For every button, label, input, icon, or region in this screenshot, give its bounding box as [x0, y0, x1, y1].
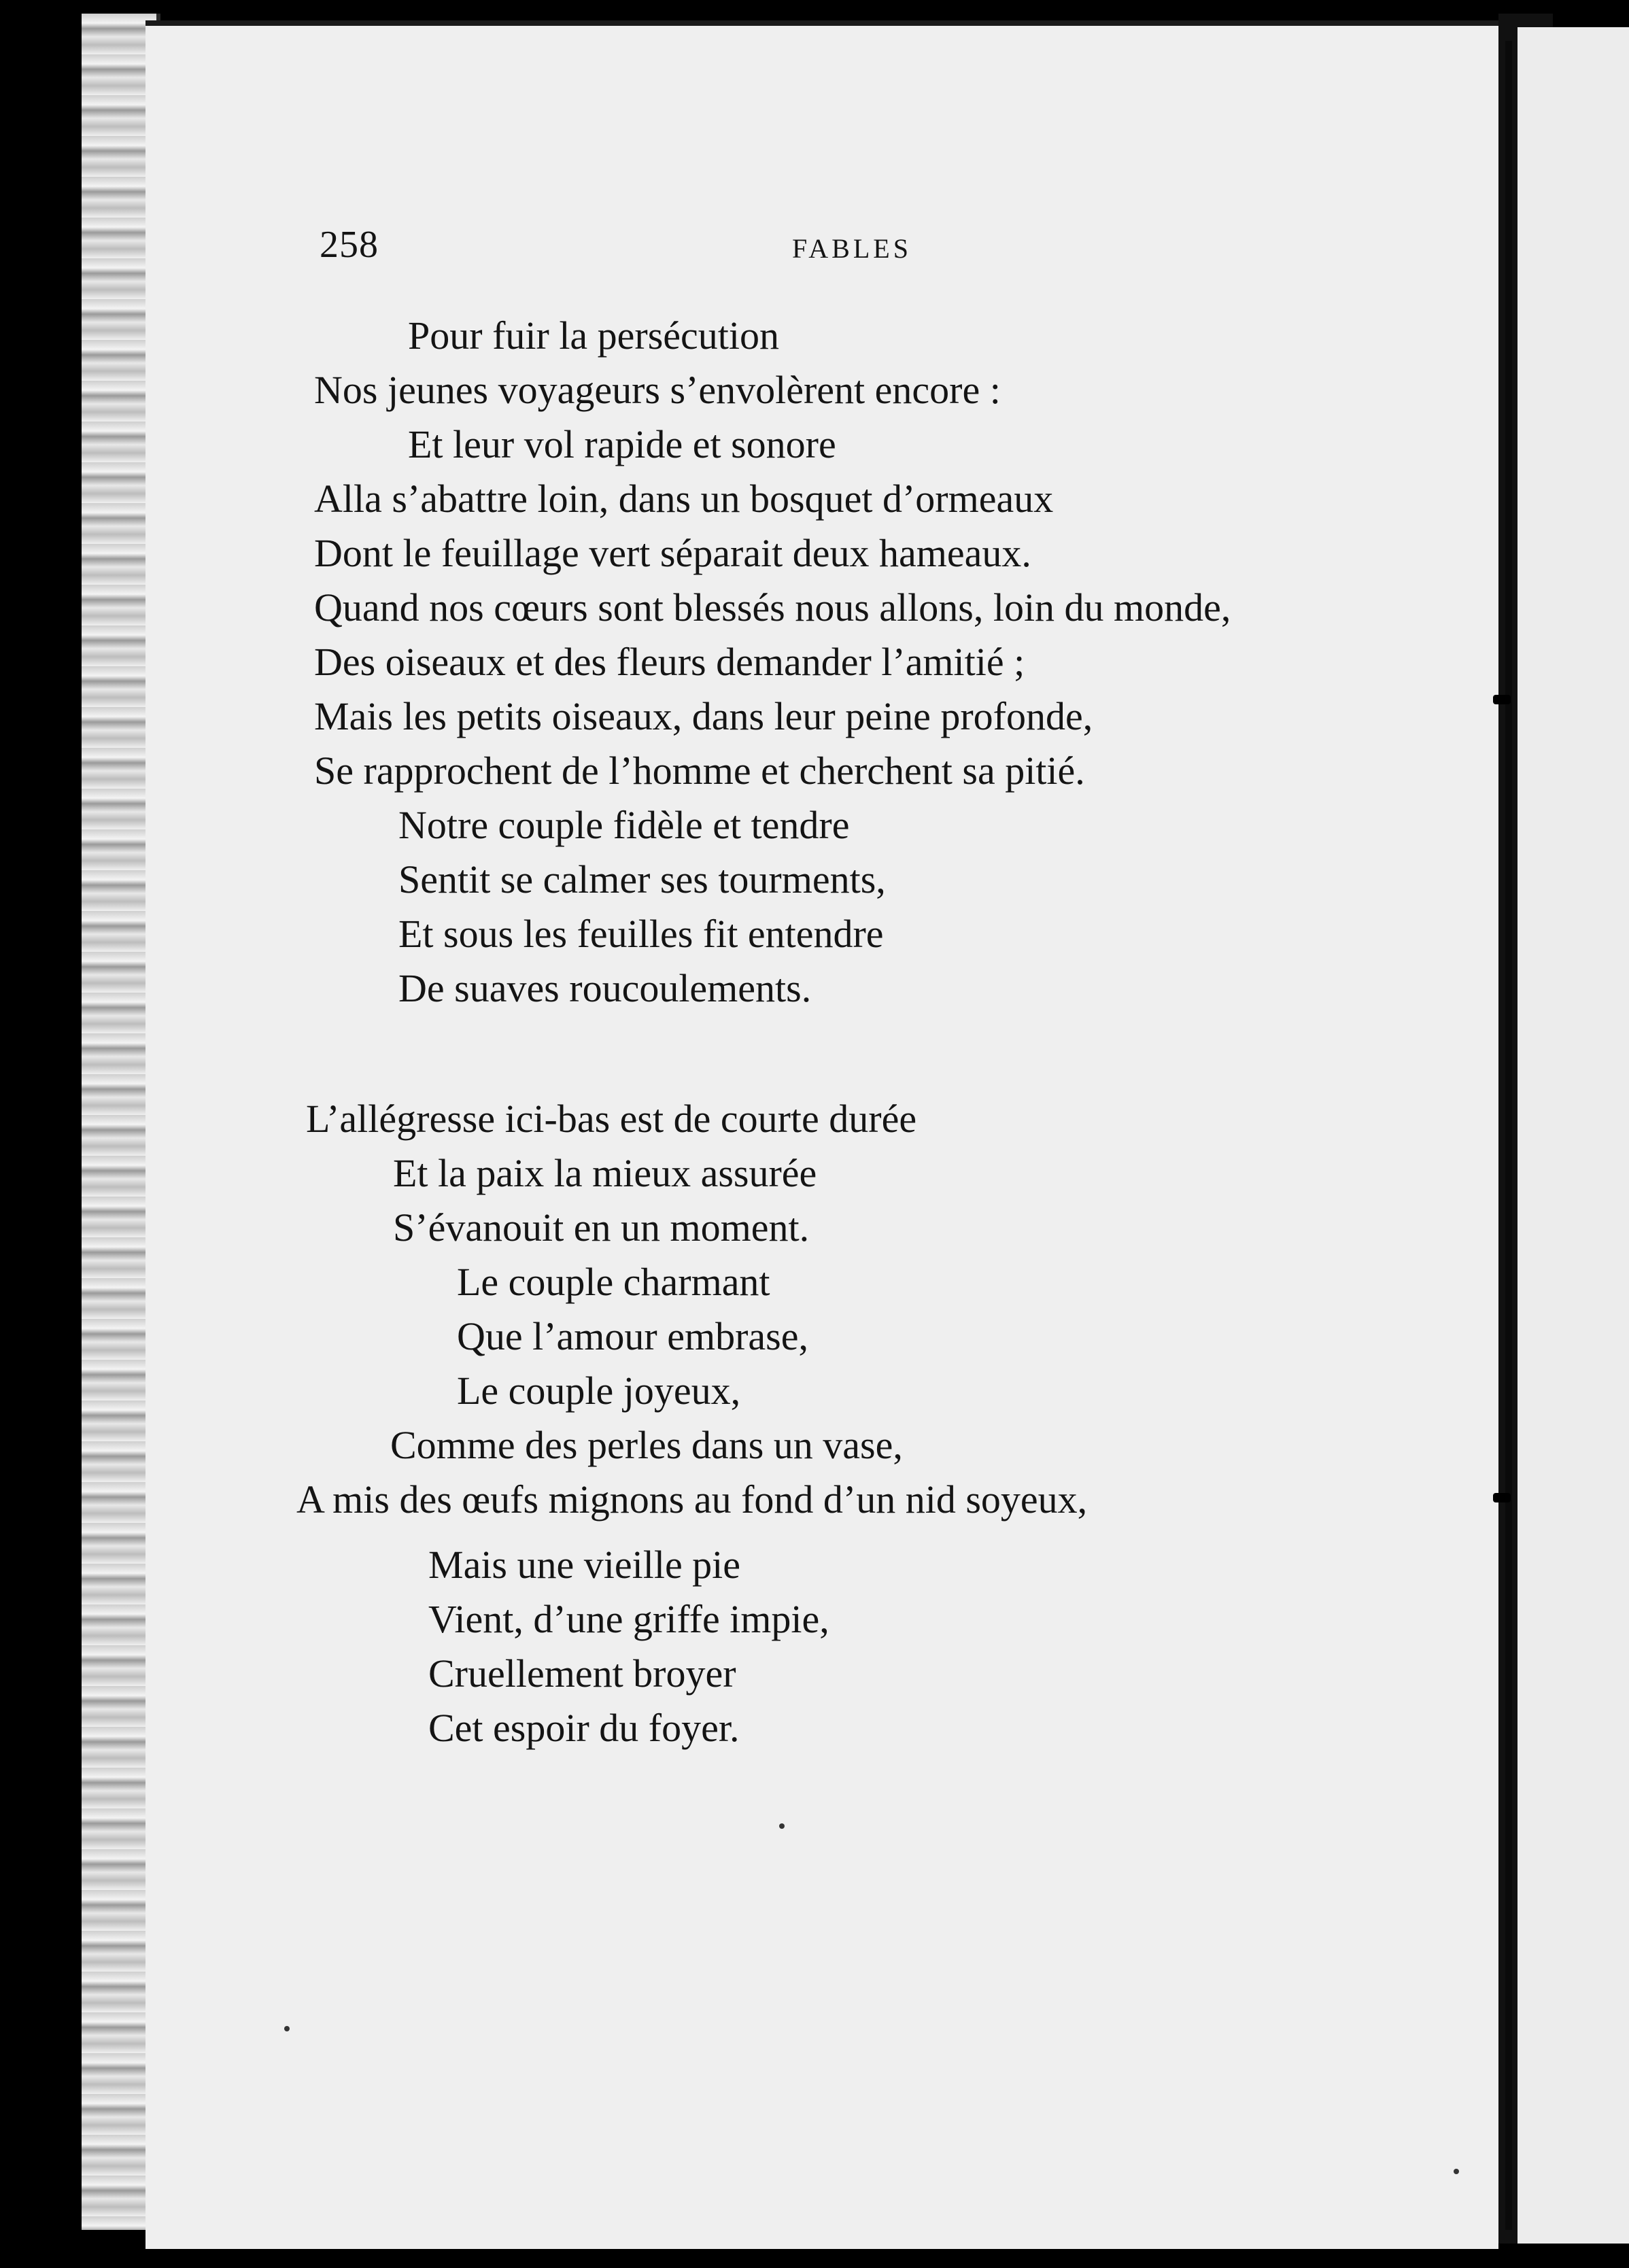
page-number: 258	[320, 224, 379, 266]
poem-line: Et leur vol rapide et sonore	[408, 422, 836, 466]
poem-line: Le couple charmant	[457, 1260, 770, 1304]
poem-line: A mis des œufs mignons au fond d’un nid soyeux,	[296, 1477, 1088, 1522]
poem-line: Se rapprochent de l’homme et cherchent sa pitié.	[314, 749, 1085, 793]
binding-mark	[1493, 1493, 1511, 1502]
speck	[1454, 2169, 1459, 2174]
running-title: FABLES	[792, 233, 912, 264]
poem-line: Pour fuir la persécution	[408, 313, 780, 358]
poem-line: Notre couple fidèle et tendre	[398, 803, 850, 847]
binding-mark	[1493, 695, 1511, 704]
poem-line: Et la paix la mieux assurée	[393, 1151, 817, 1195]
facing-page-edge	[1517, 27, 1629, 2244]
gutter-line	[1505, 41, 1512, 2230]
poem-line: L’allégresse ici-bas est de courte durée	[306, 1097, 917, 1141]
poem-line: Nos jeunes voyageurs s’envolèrent encore :	[314, 368, 1001, 412]
poem-line: Des oiseaux et des fleurs demander l’amitié ;	[314, 640, 1025, 684]
poem-line: Comme des perles dans un vase,	[390, 1423, 903, 1467]
poem-line: Mais les petits oiseaux, dans leur peine profonde,	[314, 694, 1093, 738]
poem-line: Quand nos cœurs sont blessés nous allons, loin du monde,	[314, 585, 1231, 630]
poem-line: Mais une vieille pie	[428, 1543, 741, 1587]
speck	[284, 2026, 290, 2031]
poem-line: S’évanouit en un moment.	[393, 1205, 810, 1250]
speck	[779, 1823, 785, 1829]
poem-line: Cruellement broyer	[428, 1651, 736, 1696]
poem-line: De suaves roucoulements.	[398, 966, 812, 1010]
poem-line: Alla s’abattre loin, dans un bosquet d’ormeaux	[314, 477, 1054, 521]
poem-line: Cet espoir du foyer.	[428, 1706, 740, 1750]
poem-line: Que l’amour embrase,	[457, 1314, 808, 1358]
poem-line: Et sous les feuilles fit entendre	[398, 912, 884, 956]
poem-line: Dont le feuillage vert séparait deux hameaux.	[314, 531, 1031, 575]
poem-line: Vient, d’une griffe impie,	[428, 1597, 829, 1641]
poem-line: Le couple joyeux,	[457, 1369, 741, 1413]
poem-line: Sentit se calmer ses tourments,	[398, 857, 886, 901]
